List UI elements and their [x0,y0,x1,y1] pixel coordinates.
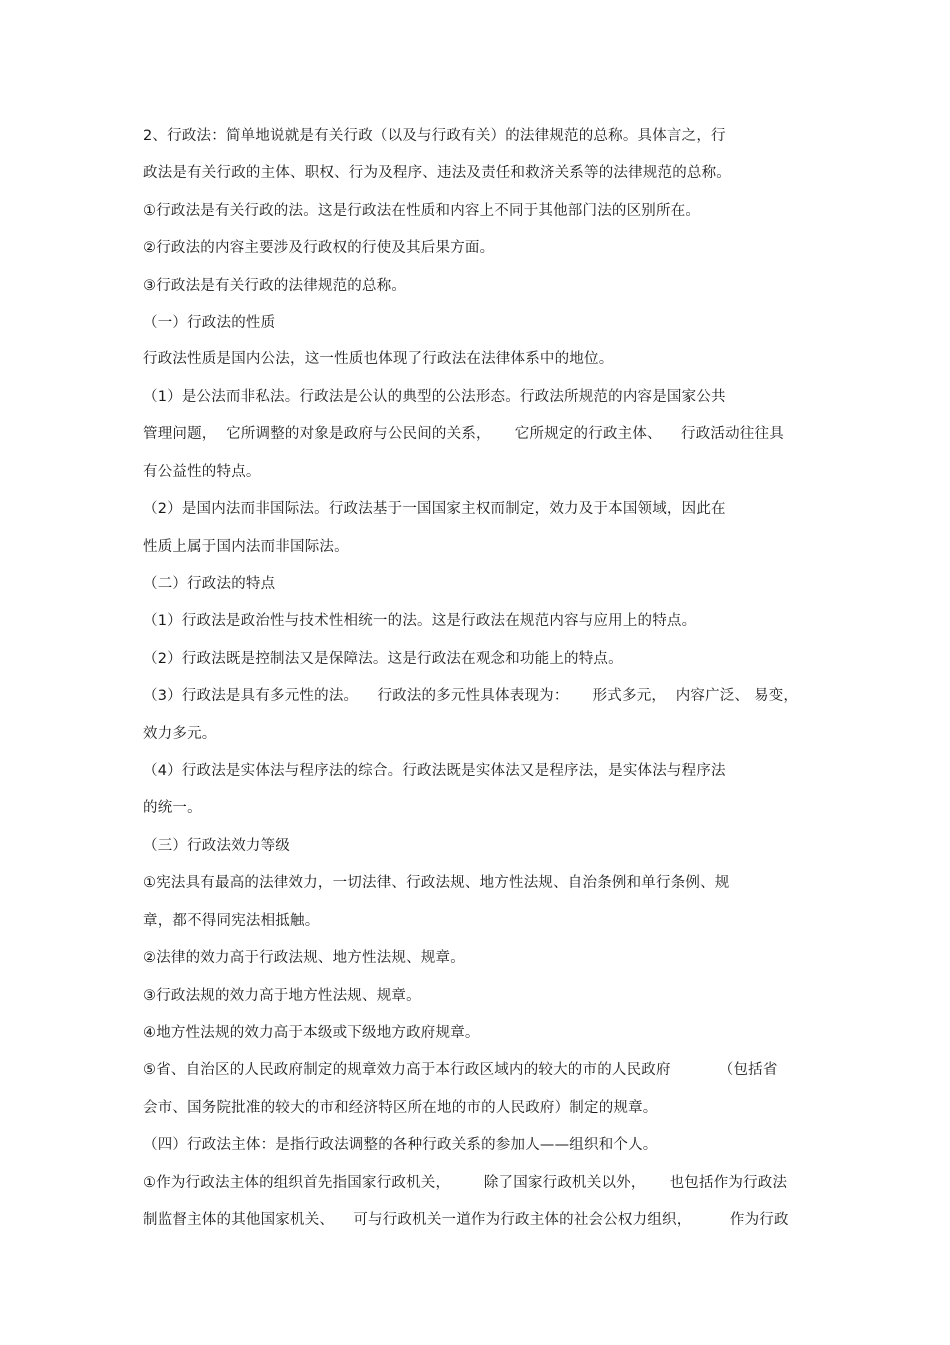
text-line: ③行政法是有关行政的法律规范的总称。 [143,278,407,294]
text-line: ③行政法规的效力高于地方性法规、规章。 [143,988,421,1004]
text-line: （4）行政法是实体法与程序法的综合。行政法既是实体法又是程序法，是实体法与程序法 [143,763,726,779]
text-line: 2、行政法：简单地说就是有关行政（以及与行政有关）的法律规范的总称。具体言之，行 [143,128,726,144]
text-line: 有公益性的特点。 [143,464,261,480]
text-line: 会市、国务院批准的较大的市和经济特区所在地的市的人民政府）制定的规章。 [143,1100,658,1116]
text-line: （3）行政法是具有多元性的法。 行政法的多元性具体表现为： 形式多元， 内容广泛、 易变， [143,688,799,704]
text-line: （2）行政法既是控制法又是保障法。这是行政法在观念和功能上的特点。 [143,651,623,667]
text-line: 效力多元。 [143,726,217,742]
text-line: ④地方性法规的效力高于本级或下级地方政府规章。 [143,1025,480,1041]
text-line: ②行政法的内容主要涉及行政权的行使及其后果方面。 [143,240,495,256]
section-heading: （一）行政法的性质 [143,315,276,331]
text-line: ①作为行政法主体的组织首先指国家行政机关， 除了国家行政机关以外， 也包括作为行政法 [143,1175,788,1191]
text-line: ①宪法具有最高的法律效力，一切法律、行政法规、地方性法规、自治条例和单行条例、规 [143,875,730,891]
text-line: 政法是有关行政的主体、职权、行为及程序、违法及责任和救济关系等的法律规范的总称。 [143,165,731,181]
text-line: ⑤省、自治区的人民政府制定的规章效力高于本行政区域内的较大的市的人民政府 （包括省 [143,1062,778,1078]
section-heading: （二）行政法的特点 [143,576,276,592]
section-heading: （四）行政法主体：是指行政法调整的各种行政关系的参加人——组织和个人。 [143,1137,658,1153]
text-line: 管理问题， 它所调整的对象是政府与公民间的关系， 它所规定的行政主体、 行政活动往往具 [143,426,784,442]
text-line: 的统一。 [143,800,202,816]
text-line: 性质上属于国内法而非国际法。 [143,539,349,555]
text-line: 行政法性质是国内公法，这一性质也体现了行政法在法律体系中的地位。 [143,351,614,367]
text-line: 制监督主体的其他国家机关、 可与行政机关一道作为行政主体的社会公权力组织， 作为行政 [143,1212,789,1228]
text-line: ①行政法是有关行政的法。这是行政法在性质和内容上不同于其他部门法的区别所在。 [143,203,701,219]
text-line: 章，都不得同宪法相抵触。 [143,913,320,929]
text-line: （1）是公法而非私法。行政法是公认的典型的公法形态。行政法所规范的内容是国家公共 [143,389,726,405]
section-heading: （三）行政法效力等级 [143,838,290,854]
text-line: （1）行政法是政治性与技术性相统一的法。这是行政法在规范内容与应用上的特点。 [143,613,697,629]
text-line: ②法律的效力高于行政法规、地方性法规、规章。 [143,950,465,966]
text-line: （2）是国内法而非国际法。行政法基于一国国家主权而制定，效力及于本国领域，因此在 [143,501,726,517]
